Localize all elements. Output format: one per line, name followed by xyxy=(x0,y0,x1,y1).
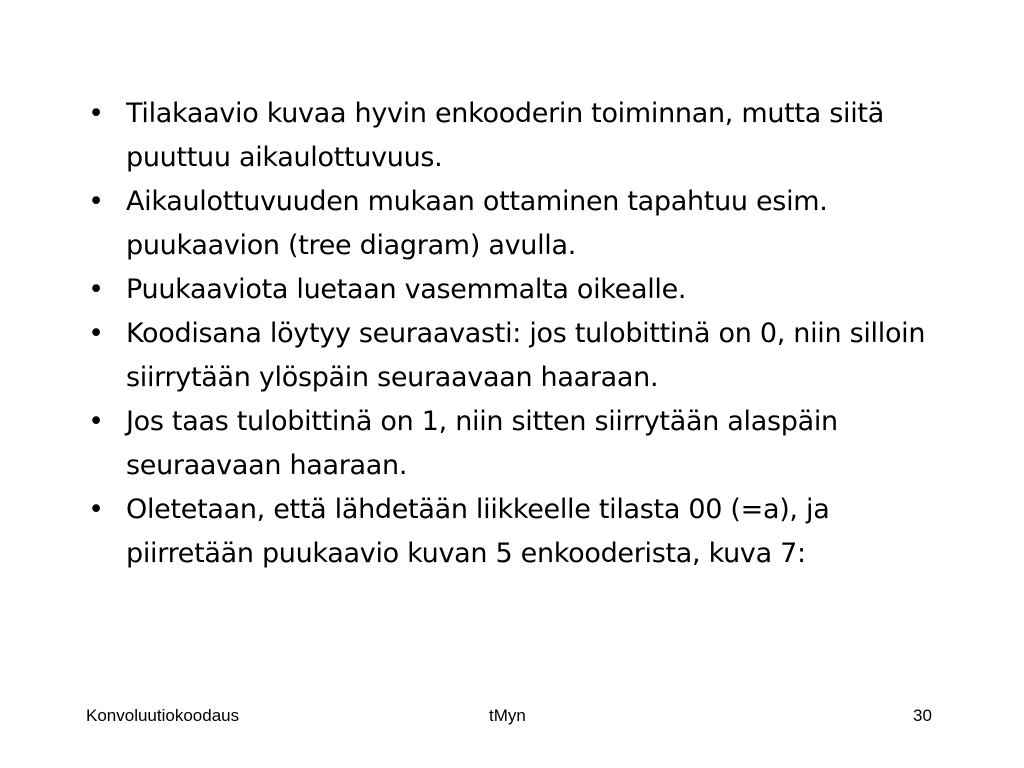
bullet-text: Tilakaavio kuvaa hyvin enkooderin toiminnan, mutta siitä puuttuu aikaulottuvuus. xyxy=(126,98,884,173)
bullet-item xyxy=(86,180,956,268)
footer-author: tMyn xyxy=(489,706,526,725)
bullet-item xyxy=(86,268,956,312)
bullet-text: Jos taas tulobittinä on 1, niin sitten siirrytään alaspäin seuraavaan haaraan. xyxy=(126,406,838,481)
bullet-text: Koodisana löytyy seuraavasti: jos tulobittinä on 0, niin silloin siirrytään ylöspäin seuraavaan haaraan. xyxy=(126,318,926,393)
bullet-dot: • xyxy=(88,494,104,525)
bullet-dot: • xyxy=(88,186,104,217)
bullet-dot: • xyxy=(88,318,104,349)
bullet-list xyxy=(86,92,956,576)
bullet-dot: • xyxy=(88,406,104,437)
bullet-dot: • xyxy=(88,98,104,129)
bullet-item xyxy=(86,488,956,576)
page-number: 30 xyxy=(913,706,932,725)
bullet-item xyxy=(86,400,956,488)
bullet-text: Oletetaan, että lähdetään liikkeelle tilasta 00 (=a), ja piirretään puukaavio kuvan 5 enkooderista, kuva 7: xyxy=(126,494,830,569)
bullet-text: Aikaulottuvuuden mukaan ottaminen tapahtuu esim. puukaavion (tree diagram) avulla. xyxy=(126,186,828,261)
bullet-item xyxy=(86,92,956,180)
bullet-text: Puukaaviota luetaan vasemmalta oikealle. xyxy=(126,274,687,305)
bullet-item xyxy=(86,312,956,400)
footer-title: Konvoluutiokoodaus xyxy=(86,706,240,725)
bullet-dot: • xyxy=(88,274,104,305)
